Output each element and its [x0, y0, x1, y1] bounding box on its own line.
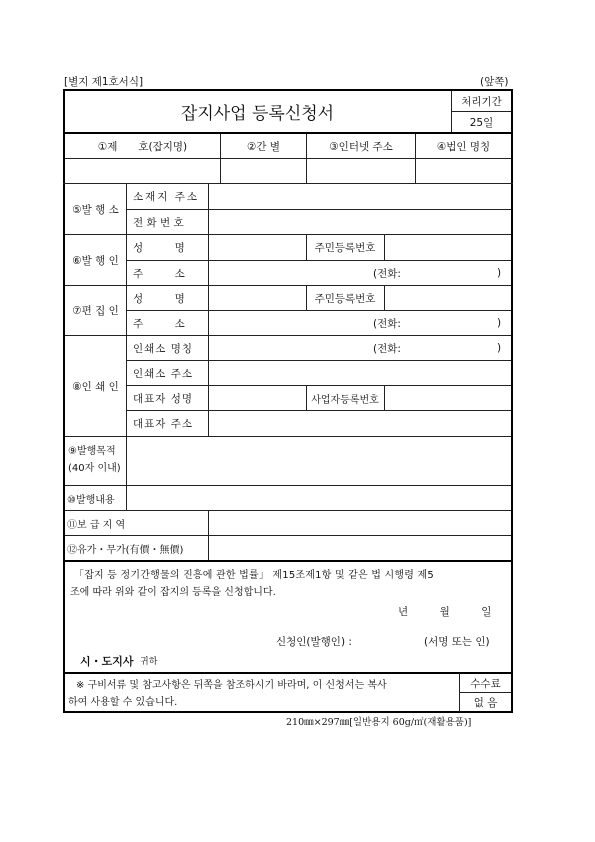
office-phone-field[interactable]: [209, 210, 511, 234]
magazine-number-header: ①제 호(잡지명): [97, 140, 188, 153]
purpose-label-line1: ⑨발행목적: [68, 446, 116, 457]
representative-name-field[interactable]: [209, 386, 305, 410]
publisher-office-label: ⑤발 행 소: [72, 203, 119, 216]
processing-label: 처리기간: [461, 95, 502, 108]
office-address-label: 소재지 주소: [133, 191, 200, 203]
editor-address-label: 주 소: [133, 317, 185, 330]
content-label: ⑩발행내용: [67, 494, 115, 506]
internet-address-field[interactable]: [307, 159, 414, 183]
notes-line2: 하여 사용할 수 있습니다.: [68, 697, 178, 708]
representative-address-label: 대표자 주소: [133, 418, 194, 430]
purpose-field[interactable]: [127, 437, 511, 485]
distribution-area-field[interactable]: [209, 511, 511, 535]
editor-name-field[interactable]: [209, 286, 305, 310]
publisher-tel-label: (전화:: [373, 267, 401, 280]
recipient-honorific: 귀하: [140, 657, 158, 667]
publisher-rrn-label: 주민등록번호: [314, 242, 376, 254]
office-address-field[interactable]: [209, 184, 511, 208]
purpose-label-line2: (40자 이내): [68, 463, 121, 474]
period-header: ②간 별: [246, 140, 281, 153]
publisher-rrn-field[interactable]: [385, 235, 511, 259]
print-shop-name-field[interactable]: [209, 336, 369, 360]
application-date: 년 월 일: [398, 606, 492, 618]
applicant-label: 신청인(발행인) :: [276, 636, 352, 648]
business-number-label: 사업자등록번호: [311, 394, 379, 406]
paid-free-field[interactable]: [209, 536, 511, 560]
corporation-name-header: ④법인 명칭: [436, 140, 491, 153]
publisher-address-field[interactable]: [209, 261, 369, 285]
content-field[interactable]: [127, 486, 511, 510]
editor-rrn-label: 주민등록번호: [314, 292, 376, 305]
representative-address-field[interactable]: [209, 411, 511, 435]
office-phone-label: 전 화 번 호: [133, 216, 184, 229]
form-number: [별지 제1호서식]: [64, 76, 144, 88]
editor-name-label: 성 명: [133, 292, 185, 305]
editor-rrn-field[interactable]: [385, 286, 511, 310]
divider: [63, 672, 513, 674]
notes-line1: ※ 구비서류 및 참고사항은 뒤쪽을 참조하시기 바라며, 이 신청서는 복사: [76, 680, 387, 691]
signature-note: (서명 또는 인): [424, 636, 490, 648]
print-shop-address-field[interactable]: [209, 361, 511, 385]
distribution-area-label: ⑪보 급 지 역: [67, 519, 126, 531]
printer-label: ⑧인 쇄 인: [72, 380, 119, 393]
internet-address-header: ③인터넷 주소: [329, 140, 393, 153]
period-field[interactable]: [221, 159, 305, 183]
purpose-label: [65, 437, 126, 485]
editor-tel-close: ): [497, 317, 502, 329]
print-shop-name-label: 인쇄소 명칭: [133, 342, 194, 355]
publisher-name-field[interactable]: [209, 235, 305, 259]
magazine-number-field[interactable]: [66, 159, 219, 183]
recipient: 시・도지사: [80, 655, 134, 668]
declaration-line2: 조에 따라 위와 같이 잡지의 등록을 신청합니다.: [70, 587, 276, 598]
publisher-address-label: 주 소: [133, 267, 185, 280]
editor-tel-label: (전화:: [373, 317, 401, 330]
paid-free-label: ⑫유가・무가(有價・無價): [67, 544, 184, 556]
editor-address-field[interactable]: [209, 311, 369, 335]
business-number-field[interactable]: [385, 386, 511, 410]
paper-spec: 210㎜×297㎜[일반용지 60g/㎡(재활용품)]: [286, 717, 472, 728]
applicant-signature-field[interactable]: [370, 632, 420, 650]
print-shop-address-label: 인쇄소 주소: [133, 367, 194, 380]
print-shop-tel-label: (전화:: [373, 342, 401, 355]
publisher-label: ⑥발 행 인: [72, 254, 119, 267]
representative-name-label: 대표자 성명: [133, 392, 194, 405]
declaration-line1: 「잡지 등 정기간행물의 진흥에 관한 법률」 제15조제1항 및 같은 법 시행령 제5: [74, 570, 434, 581]
publisher-name-label: 성 명: [133, 242, 185, 254]
print-shop-tel-close: ): [497, 342, 502, 354]
form-title: 잡지사업 등록신청서: [180, 104, 335, 124]
page-side-label: (앞쪽): [480, 76, 509, 88]
frame-bottom: [63, 711, 513, 713]
divider: [63, 560, 513, 562]
editor-label: ⑦편 집 인: [72, 305, 119, 317]
fee-label: 수수료: [470, 677, 501, 690]
processing-value: 25일: [469, 116, 494, 129]
publisher-tel-close: ): [497, 267, 502, 279]
corporation-name-field[interactable]: [416, 159, 510, 183]
fee-value: 없 음: [473, 696, 498, 709]
